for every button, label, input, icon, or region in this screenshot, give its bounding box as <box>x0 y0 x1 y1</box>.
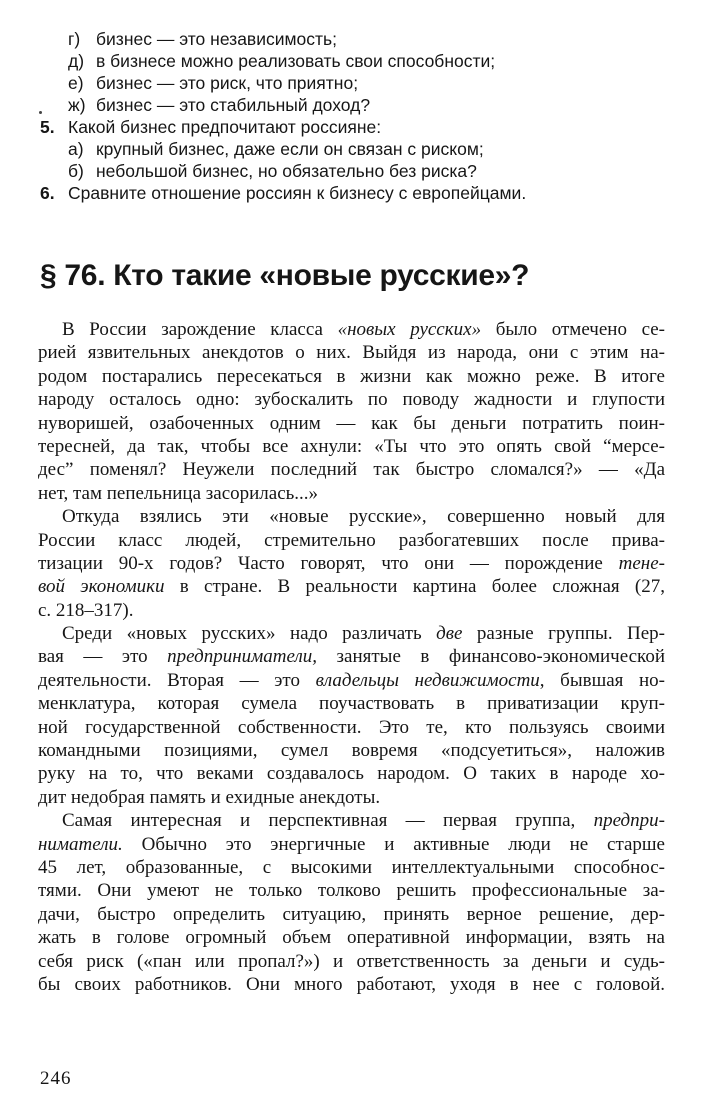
text-line <box>38 762 665 785</box>
text-line <box>38 926 665 949</box>
section-body <box>38 318 665 996</box>
text-run: , бывшая но- <box>539 669 665 691</box>
item-text: крупный бизнес, даже если он связан с риском; <box>96 139 484 159</box>
italic-term: предприниматели, <box>167 646 318 668</box>
item-label: б) <box>68 161 84 181</box>
italic-term: владельцы недвижимости <box>315 669 540 691</box>
italic-term: вой экономики <box>38 576 165 598</box>
text-run: бы своих работников. Они много работают, уходя в нее с головой. <box>38 973 665 995</box>
text-run: 45 лет, образованные, с высокими интеллектуальными способнос- <box>38 856 665 878</box>
item-label: г) <box>68 29 81 49</box>
text-line <box>38 458 665 481</box>
text-line <box>38 645 665 668</box>
item-label: а) <box>68 139 84 159</box>
italic-term: «новых русских» <box>337 319 482 340</box>
text-run: Среди «новых русских» надо различать <box>62 623 437 645</box>
text-run: Откуда взялись эти «новые русские», совершенно новый для <box>62 506 665 528</box>
item-text: бизнес — это независимость; <box>96 29 338 49</box>
text-line <box>38 412 665 435</box>
answer-option <box>0 138 703 160</box>
text-line <box>38 833 665 856</box>
text-run: в стране. В реальности картина более сложная (27, <box>164 576 665 598</box>
text-line <box>38 973 665 996</box>
text-line <box>38 552 665 575</box>
item-label: д) <box>68 51 85 71</box>
text-line <box>38 341 665 364</box>
text-run: дачи, быстро определить ситуацию, принять верное решение, дер- <box>38 903 665 925</box>
item-label: 5. <box>40 117 55 137</box>
item-label: 6. <box>40 183 55 203</box>
item-text: бизнес — это риск, что приятно; <box>96 73 359 93</box>
text-run: жать в голове огромный объем оперативной информации, взять на <box>38 927 665 949</box>
item-text: в бизнесе можно реализовать свои способности; <box>96 51 496 71</box>
text-run: Обычно это энергичные и активные люди не старше <box>122 833 665 855</box>
text-run: нуворишей, озабоченных одним — как бы деньги потратить поин- <box>38 412 665 434</box>
question-item <box>0 116 703 138</box>
text-line <box>38 786 665 809</box>
question-item <box>0 182 703 204</box>
italic-term: ниматели. <box>38 833 123 855</box>
italic-term: тене- <box>618 552 665 574</box>
page-number: 246 <box>40 1068 72 1089</box>
text-run: менклатура, которая сумела поучаствовать в приватизации круп- <box>38 693 665 715</box>
text-run: занятые в финансово-экономической <box>317 646 665 668</box>
answer-option <box>0 50 703 72</box>
text-run: тями. Они умеют не только толково решить профессиональные за- <box>38 880 665 902</box>
text-run: с. 218–317). <box>38 599 134 621</box>
item-label: е) <box>68 73 84 93</box>
text-line <box>38 669 665 692</box>
section-title: § 76. Кто такие «новые русские»? <box>40 259 530 292</box>
text-line <box>38 809 665 832</box>
text-line <box>38 950 665 973</box>
text-line <box>38 318 665 341</box>
text-run: родом постарались пересекаться в жизни как можно реже. В итоге <box>38 365 665 387</box>
italic-term: предпри- <box>593 810 665 832</box>
text-line <box>38 365 665 388</box>
text-line <box>38 903 665 926</box>
text-run: разные группы. Пер- <box>462 623 665 645</box>
text-run: рией язвительных анекдотов о них. Выйдя из народа, они с этим на- <box>38 342 665 364</box>
text-run: России класс людей, стремительно разбогатевших после прива- <box>38 529 665 551</box>
italic-term: две <box>436 623 463 645</box>
text-run: дес” поменял? Неужели последний так быстро сломался?» — «Да <box>38 459 665 481</box>
text-line <box>38 575 665 598</box>
text-run: дит недобрая память и ехидные анекдоты. <box>38 786 381 808</box>
answer-option <box>0 160 703 182</box>
text-run: руку на то, что веками создавалось народом. О таких в народе хо- <box>38 763 665 785</box>
text-line <box>38 529 665 552</box>
text-run: себя риск («пан или пропал?») и ответственность за деньги и судь- <box>38 950 665 972</box>
text-line <box>38 505 665 528</box>
text-line <box>38 856 665 879</box>
item-text: Какой бизнес предпочитают россияне: <box>68 117 382 137</box>
item-text: небольшой бизнес, но обязательно без риска? <box>96 161 477 181</box>
text-line <box>38 879 665 902</box>
question-list <box>0 28 703 204</box>
answer-option <box>0 94 703 116</box>
text-run: деятельности. Вторая — это <box>38 669 316 691</box>
text-line <box>38 739 665 762</box>
text-line <box>38 435 665 458</box>
text-run: вая — это <box>38 646 168 668</box>
text-line <box>38 388 665 411</box>
text-line <box>38 622 665 645</box>
item-text: Сравните отношение россиян к бизнесу с европейцами. <box>68 183 527 203</box>
text-run: командными позициями, сумел вовремя «подсуетиться», наложив <box>38 740 665 762</box>
text-run: народу осталось одно: зубоскалить по поводу жадности и глупости <box>38 389 665 411</box>
text-run: нет, там пепельница засорилась...» <box>38 482 319 504</box>
item-text: бизнес — это стабильный доход? <box>96 95 371 115</box>
answer-option <box>0 28 703 50</box>
answer-option <box>0 72 703 94</box>
text-run: тизации 90-х годов? Часто говорят, что они — порождение <box>38 552 619 574</box>
text-line <box>38 692 665 715</box>
text-line <box>38 599 665 622</box>
text-run: было отмечено се- <box>481 319 665 340</box>
item-label: ж) <box>68 95 86 115</box>
text-run: ной государственной собственности. Это те, кто пользуясь своими <box>38 716 665 738</box>
text-run: В России зарождение класса <box>62 319 338 340</box>
text-run: тересней, да так, чтобы все ахнули: «Ты что это опять свой “мерсе- <box>38 435 665 457</box>
text-run: Самая интересная и перспективная — первая группа, <box>62 810 594 832</box>
text-line <box>38 482 665 505</box>
text-line <box>38 716 665 739</box>
